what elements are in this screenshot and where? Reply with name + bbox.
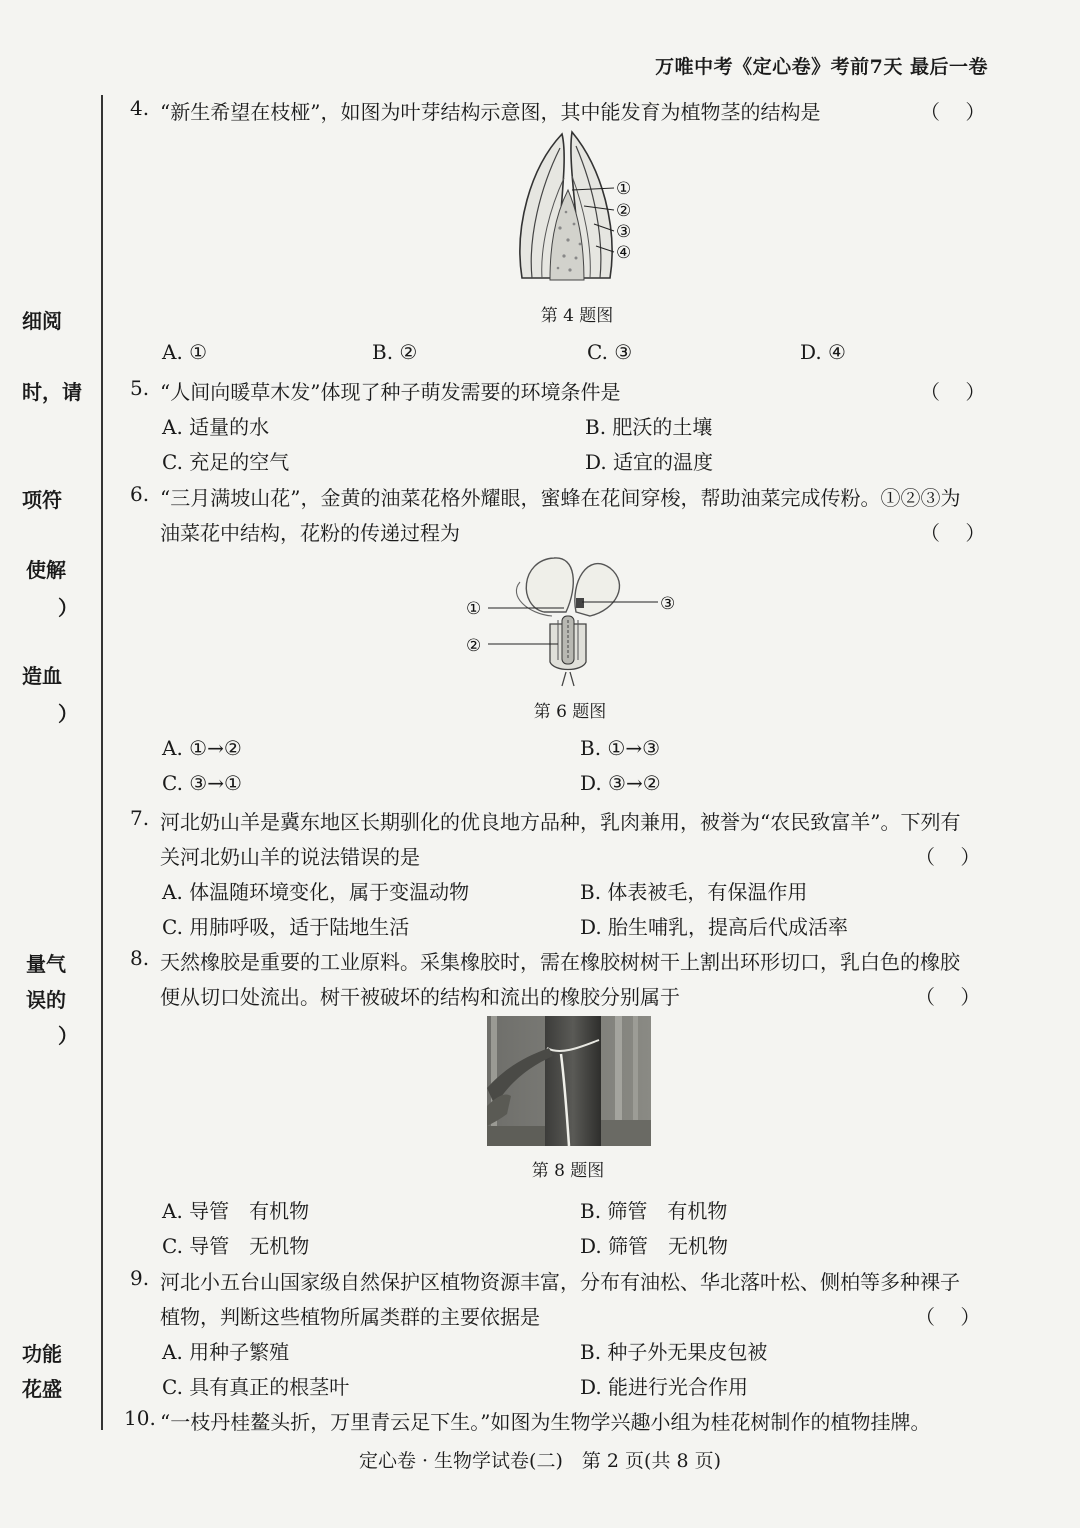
question-number: 9.: [130, 1266, 150, 1290]
margin-fragment: 功能: [22, 1342, 62, 1366]
question-text: 便从切口处流出。树干被破坏的结构和流出的橡胶分别属于: [160, 985, 680, 1009]
rubber-tree-photo: [487, 1016, 651, 1146]
figure-caption: 第 4 题图: [540, 306, 614, 326]
option-b: B. 肥沃的土壤: [585, 415, 713, 439]
margin-divider: [101, 95, 103, 1430]
page-footer: 定心卷 · 生物学试卷(二) 第 2 页(共 8 页): [358, 1450, 722, 1472]
question-text: 天然橡胶是重要的工业原料。采集橡胶时，需在橡胶树树干上割出环形切口，乳白色的橡胶: [160, 950, 960, 974]
question-number: 4.: [130, 96, 150, 120]
answer-bracket: （ ）: [915, 985, 981, 1009]
margin-fragment: 花盛: [22, 1377, 62, 1401]
question-number: 8.: [130, 946, 150, 970]
question-text: “人间向暖草木发”体现了种子萌发需要的环境条件是: [160, 380, 621, 404]
margin-fragment: 项符: [22, 488, 62, 512]
option-a: A. 用种子繁殖: [162, 1340, 290, 1364]
question-text: 关河北奶山羊的说法错误的是: [160, 845, 420, 869]
option-c: C. 用肺呼吸，适于陆地生活: [162, 915, 410, 939]
option-c: C. ③: [587, 340, 633, 364]
figure-label: ①: [466, 599, 482, 619]
question-text: 河北小五台山国家级自然保护区植物资源丰富，分布有油松、华北落叶松、侧柏等多种裸子: [160, 1270, 960, 1294]
answer-bracket: （ ）: [915, 845, 981, 869]
question-text: “一枝丹桂鳌头折，万里青云足下生。”如图为生物学兴趣小组为桂花树制作的植物挂牌。: [160, 1410, 931, 1434]
answer-bracket: （ ）: [920, 521, 986, 545]
question-text: 植物，判断这些植物所属类群的主要依据是: [160, 1305, 540, 1329]
option-b: B. 筛管 有机物: [580, 1199, 728, 1223]
figure-label: ②: [466, 636, 482, 656]
option-a: A. ①→②: [162, 736, 242, 760]
margin-fragment: 时，请: [22, 380, 82, 404]
question-number: 10.: [124, 1406, 156, 1430]
margin-fragment: 量气: [26, 952, 66, 976]
page-header: 万唯中考《定心卷》考前7天 最后一卷: [655, 56, 988, 78]
option-a: A. 体温随环境变化，属于变温动物: [162, 880, 470, 904]
figure-label: ①: [616, 179, 632, 199]
question-text: “新生希望在枝桠”，如图为叶芽结构示意图，其中能发育为植物茎的结构是: [160, 100, 821, 124]
option-a: A. 导管 有机物: [162, 1199, 310, 1223]
option-d: D. 筛管 无机物: [580, 1234, 729, 1258]
question-number: 5.: [130, 376, 150, 400]
margin-fragment: 造血: [22, 664, 62, 688]
margin-fragment: 细阅: [22, 309, 62, 333]
leaf-bud-diagram: [510, 128, 670, 288]
option-b: B. 体表被毛，有保温作用: [580, 880, 808, 904]
question-text: “三月满坡山花”，金黄的油菜花格外耀眼，蜜蜂在花间穿梭，帮助油菜完成传粉。①②③为: [160, 486, 961, 510]
answer-bracket: （ ）: [915, 1305, 981, 1329]
margin-fragment: ）: [58, 702, 78, 726]
option-d: D. 胎生哺乳，提高后代成活率: [580, 915, 849, 939]
option-c: C. 导管 无机物: [162, 1234, 310, 1258]
question-number: 6.: [130, 482, 150, 506]
option-a: A. 适量的水: [162, 415, 270, 439]
option-d: D. ④: [800, 340, 846, 364]
question-number: 7.: [130, 806, 150, 830]
figure-label: ③: [616, 222, 632, 242]
option-d: D. 适宜的温度: [585, 450, 714, 474]
option-d: D. 能进行光合作用: [580, 1375, 749, 1399]
answer-bracket: （ ）: [920, 380, 986, 404]
rape-flower-diagram: [458, 556, 688, 688]
margin-fragment: ）: [58, 1024, 78, 1048]
figure-label: ④: [616, 243, 632, 263]
question-text: 油菜花中结构，花粉的传递过程为: [160, 521, 460, 545]
option-c: C. 具有真正的根茎叶: [162, 1375, 350, 1399]
figure-caption: 第 6 题图: [533, 702, 607, 722]
option-b: B. ②: [372, 340, 418, 364]
margin-fragment: 误的: [26, 988, 66, 1012]
option-a: A. ①: [162, 340, 208, 364]
margin-fragment: 使解: [26, 558, 66, 582]
figure-caption: 第 8 题图: [531, 1161, 605, 1181]
option-d: D. ③→②: [580, 771, 661, 795]
option-b: B. ①→③: [580, 736, 661, 760]
margin-fragment: ）: [58, 596, 78, 620]
option-b: B. 种子外无果皮包被: [580, 1340, 768, 1364]
figure-label: ②: [616, 201, 632, 221]
option-c: C. 充足的空气: [162, 450, 290, 474]
question-text: 河北奶山羊是冀东地区长期驯化的优良地方品种，乳肉兼用，被誉为“农民致富羊”。下列有: [160, 810, 961, 834]
figure-label: ③: [660, 594, 676, 614]
option-c: C. ③→①: [162, 771, 242, 795]
answer-bracket: （ ）: [920, 100, 986, 124]
